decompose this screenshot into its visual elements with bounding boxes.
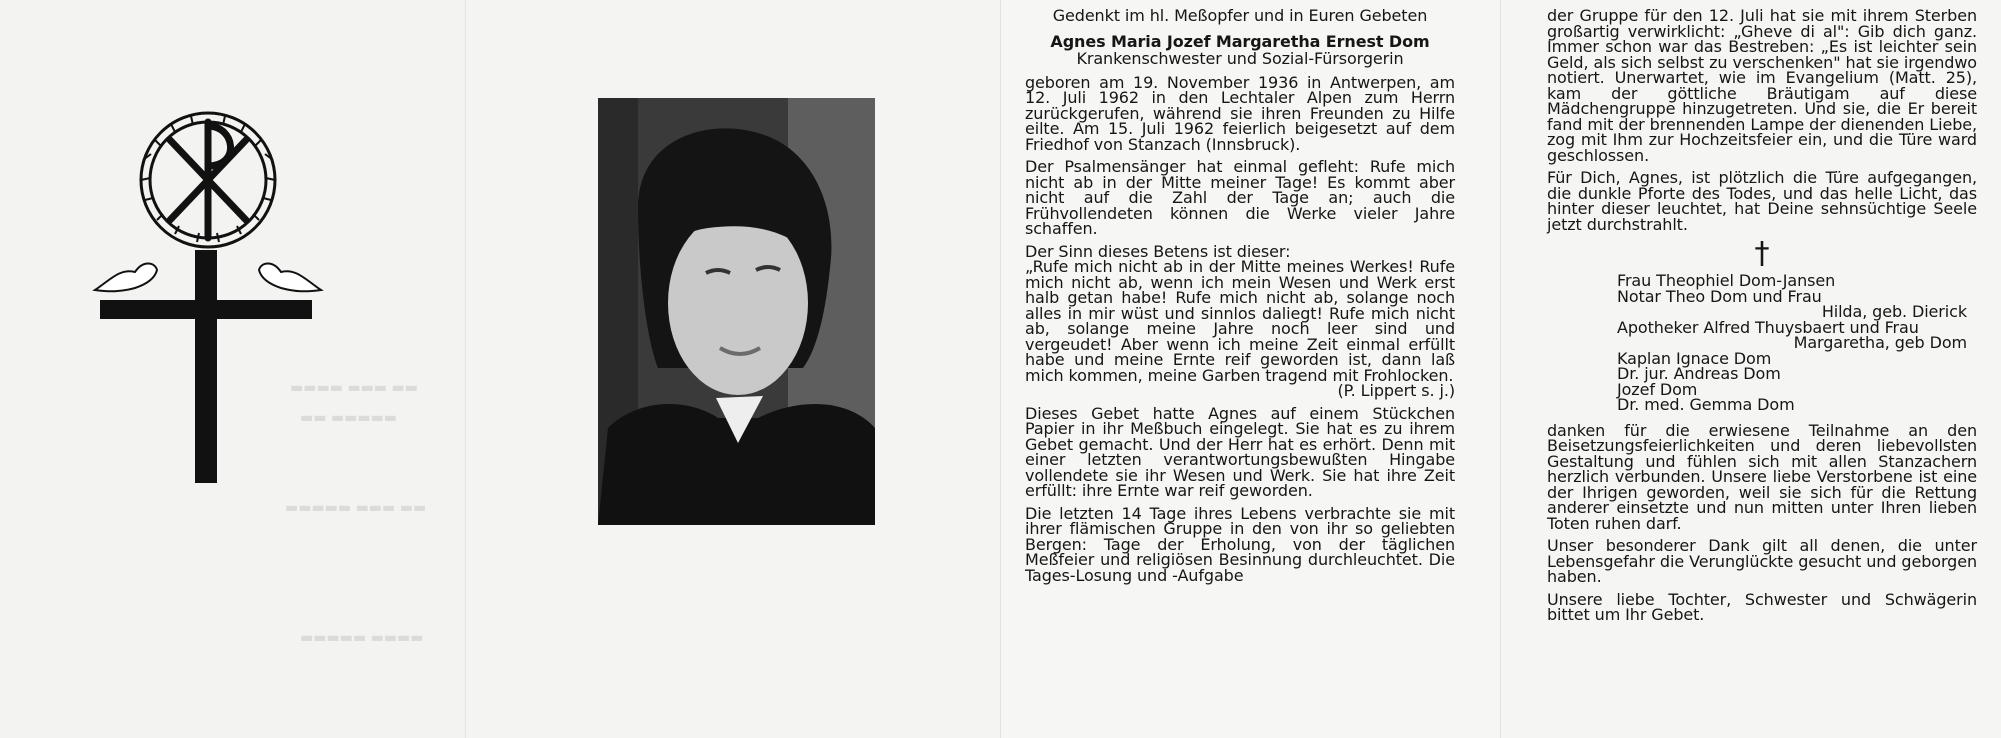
show-through-text: ▬▬▬▬▬ ▬▬ bbox=[300, 410, 398, 426]
family-member: Dr. med. Gemma Dom bbox=[1617, 395, 1795, 414]
deceased-name: Agnes Maria Jozef Margaretha Ernest Dom bbox=[1050, 31, 1430, 51]
family-member: Notar Theo Dom und Frau bbox=[1617, 286, 1822, 306]
family-member: Dr. jur. Andreas Dom bbox=[1617, 364, 1781, 383]
fold-line bbox=[1000, 0, 1001, 738]
cross-icon: † bbox=[1754, 236, 1770, 271]
family-list bbox=[1617, 273, 1977, 413]
family-member: Apotheker Alfred Thuysbaert und Frau bbox=[1617, 317, 1919, 337]
dedication-line: Gedenkt im hl. Meßopfer und in Euren Gebeten bbox=[1052, 6, 1428, 25]
text-column-right bbox=[1547, 8, 1977, 630]
profession: Krankenschwester und Sozial-Fürsorgerin bbox=[1076, 49, 1404, 68]
prayer-source: (P. Lippert s. j.) bbox=[1337, 381, 1455, 400]
last-days-paragraph: Die letzten 14 Tage ihres Lebens verbrachte sie mit ihrer flämischen Gruppe in den von ihr so geliebten Bergen: Tage der Erholung, von der täglichen Meßfeier und religiösen Besinnung durchleuchtet. Die Tages-Losung und -Aufgabe bbox=[1025, 503, 1455, 585]
portrait-photo bbox=[598, 98, 875, 525]
fold-line bbox=[1500, 0, 1501, 738]
prayer-paragraph: Der Sinn dieses Betens ist dieser: „Rufe mich nicht ab in der Mitte meines Werkes! Rufe mich nicht ab, wenn ich mein Wesen und Werk erst halb getan habe! Rufe mich nicht ab, solange noch alles in mir wüst und sinnlos daliegt! Rufe mich nicht ab, solange meine Jahre noch leer sind und vergeudet! Aber wenn ich meine Zeit einmal erfüllt habe und meine Ernte reif geworden ist, dann laß mich kommen, meine Garben tragend mit Frohlocken. bbox=[1025, 241, 1455, 385]
psalm-paragraph: Der Psalmensänger hat einmal gefleht: Rufe mich nicht ab in der Mitte meiner Tage! Es kommt aber nicht auf die Zahl der Tage an; auch die Frühvollendeten können die Werke vieler Jahre schaffen. bbox=[1025, 157, 1455, 238]
family-member: Kaplan Ignace Dom bbox=[1617, 348, 1772, 368]
prayer-request: Unsere liebe Tochter, Schwester und Schwägerin bittet um Ihr Gebet. bbox=[1547, 589, 1977, 624]
family-member: Jozef Dom bbox=[1617, 379, 1698, 399]
mission-paragraph: der Gruppe für den 12. Juli hat sie mit ihrem Sterben großartig verwirklicht: „Gheve di al": Gib dich ganz. Immer schon war das Bestreben: „Es ist leichter sein Geld, als sich selbst zu verschenken" hat sie irgendwo notiert. Unerwartet, wie im Evangelium (Matt. 25), kam der göttliche Bräutigam auf diese Mädchengruppe hinzugetreten. Und sie, die Er bereit fand mit der brennenden Lampe der dienenden Liebe, zog mit Ihm zur Hochzeitsfeier ein, und die Türe ward geschlossen. bbox=[1547, 6, 1977, 165]
family-member: Margaretha, geb Dom bbox=[1793, 333, 1967, 352]
fold-line bbox=[465, 0, 466, 738]
thanks-paragraph: danken für die erwiesene Teilnahme an den Beisetzungsfeierlichkeiten und deren liebevollsten Gestaltung und fühlen sich mit allen Stanzachern herzlich verbunden. Unsere liebe Verstorbene ist eine der Ihrigen geworden, weil sie sich für die Rettung anderer einsetzte und nun mitten unter Ihren lieben Toten ruhen darf. bbox=[1547, 420, 1977, 533]
family-member: Frau Theophiel Dom-Jansen bbox=[1617, 271, 1836, 290]
family-member: Hilda, geb. Dierick bbox=[1821, 302, 1967, 321]
show-through-text: ▬▬ ▬▬▬ ▬▬▬▬ bbox=[290, 380, 418, 396]
chi-rho-wreath-cross-doves-icon bbox=[85, 100, 325, 490]
farewell-paragraph: Für Dich, Agnes, ist plötzlich die Türe aufgegangen, die dunkle Pforte des Todes, und das helle Licht, das hinter dieser leuchtet, hat Deine sehnsüchtige Seele jetzt durchstrahlt. bbox=[1547, 168, 1977, 234]
show-through-text: ▬▬ ▬▬▬ ▬▬▬▬▬ bbox=[285, 500, 427, 516]
show-through-text: ▬▬▬▬ ▬▬▬▬▬ bbox=[300, 630, 424, 646]
text-column-left bbox=[1025, 8, 1455, 590]
biography-paragraph: geboren am 19. November 1936 in Antwerpen, am 12. Juli 1962 in den Lechtaler Alpen zum Herrn zurückgerufen, während sie ihren Freunden zu Hilfe eilte. Am 15. Juli 1962 feierlich beigesetzt auf dem Friedhof von Stanzach (Innsbruck). bbox=[1025, 72, 1455, 154]
rescuers-thanks-paragraph: Unser besonderer Dank gilt all denen, die unter Lebensgefahr die Verunglückte gesucht und geborgen haben. bbox=[1547, 536, 1977, 586]
prayer-note-paragraph: Dieses Gebet hatte Agnes auf einem Stückchen Papier in ihr Meßbuch eingelegt. Sie hat es zu ihrem Gebet gemacht. Und der Herr hat es erhört. Denn mit einer letzten verantwortungsbewußten Hingabe vollendete sie ihr Wesen und Werk. Sie hat ihre Zeit erfüllt: ihre Ernte war reif geworden. bbox=[1025, 403, 1455, 500]
